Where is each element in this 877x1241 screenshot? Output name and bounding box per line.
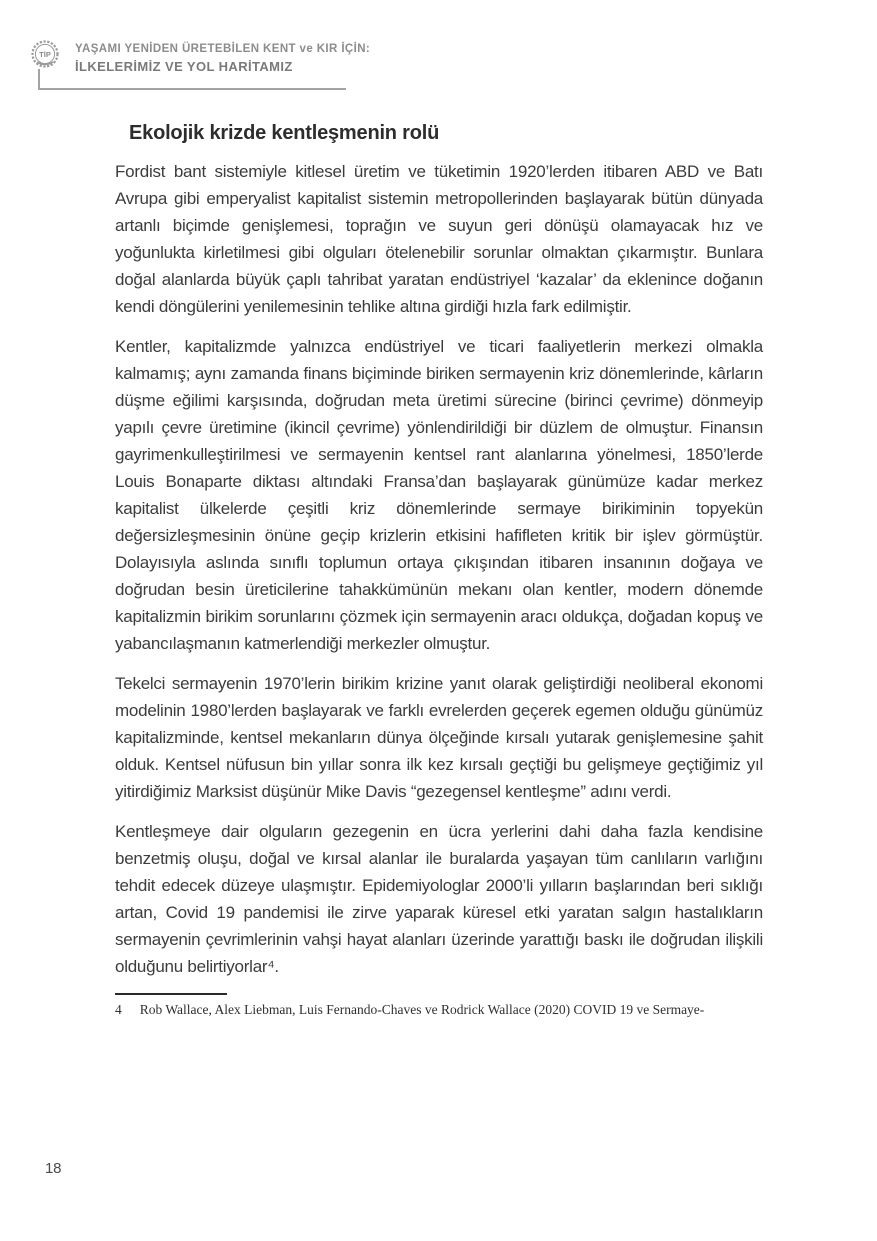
footnote-separator xyxy=(115,993,227,995)
page-body xyxy=(115,114,763,1019)
paragraph-1: Fordist bant sistemiyle kitlesel üretim ve tüketimin 1920’lerden itibaren ABD ve Batı Avrupa gibi emperyalist kapitalist sistemin metropollerinden başlayarak bütün dünyada artanlı biçimde genişlemesi, toprağın ve suyun geri dönüşü olamayacak hız ve yoğunlukta kirletilmesi gibi olguları ötelenebilir sorunlar olmaktan çıkarmıştır. Bunlara doğal alanlarda büyük çaplı tahribat yaratan endüstriyel ‘kazalar’ da eklenince doğanın kendi döngülerini yenilemesinin tehlike altına girdiği hızla fark edilmiştir. xyxy=(115,162,763,316)
paragraph-2: Kentler, kapitalizmde yalnızca endüstriyel ve ticari faaliyetlerin merkezi olmakla kalmamış; aynı zamanda finans biçiminde biriken sermayenin kriz dönemlerinde, kârların düşme eğilimi karşısında, doğrudan meta üretimi sürecine (birinci çevrime) dönmeyip yapılı çevre üretimine (ikincil çevrime) yönlendirildiği bir düzlem de olmuştur. Finansın gayrimenkulleştirilmesi ve sermayenin kentsel rant alanlarına yönelmesi, 1850’lerde Louis Bonaparte diktası altındaki Fransa’dan başlayarak günümüze kadar merkez kapitalist ülkelerde çeşitli kriz dönemlerinde sermaye birikiminin topyekün değersizleşmesinin önüne geçip krizlerin etkisini hafifleten kritik bir işlev görmüştür. Dolayısıyla aslında sınıflı toplumun ortaya çıkışından itibaren insanının doğaya ve doğrudan besin üreticilerine tahakkümünün mekanı olan kentler, modern dönemde kapitalizmin birikim sorunlarını çözmek için sermayenin aracı oldukça, doğadan kopuş ve yabancılaşmanın katmerlendiği merkezler olmuştur. xyxy=(115,337,763,653)
header-rule xyxy=(38,88,346,90)
tip-logo-text: TİP xyxy=(39,50,51,59)
header-title: İLKELERİMİZ VE YOL HARİTAMIZ xyxy=(75,59,293,74)
header-subtitle: YAŞAMI YENİDEN ÜRETEBİLEN KENT ve KIR İÇİN: xyxy=(75,43,371,55)
footnote-number: 4 xyxy=(115,1002,122,1017)
section-title: Ekolojik krizde kentleşmenin rolü xyxy=(129,122,440,144)
header-text-block xyxy=(75,43,370,74)
paragraph-4: Kentleşmeye dair olguların gezegenin en ücra yerlerini dahi daha fazla kendisine benzetmiş oluşu, doğal ve kırsal alanlar ile buralarda yaşayan tüm canlıların varlığını tehdit edecek düzeye ulaşmıştır. Epidemiyologlar 2000’li yılların başlarından beri sıklığı artan, Covid 19 pandemisi ile zirve yaparak küresel etki yaratan salgın hastalıkların sermayenin çevrimlerinin vahşi hayat alanları üzerinde yarattığı baskı ile doğrudan ilişkili olduğunu belirtiyorlar⁴. xyxy=(115,822,763,976)
footnote-text: Rob Wallace, Alex Liebman, Luis Fernando-Chaves ve Rodrick Wallace (2020) COVID 19 ve Sermaye- xyxy=(139,1002,705,1017)
page-number: 18 xyxy=(45,1160,62,1177)
header-connector-line xyxy=(38,69,40,89)
tip-party-emblem-icon xyxy=(30,40,60,70)
paragraph-3: Tekelci sermayenin 1970’lerin birikim krizine yanıt olarak geliştirdiği neoliberal ekonomi modelinin 1980’lerden başlayarak ve farklı evrelerden geçerek egemen olduğu günümüz kapitalizminde, kentsel mekanların dünya ölçeğinde kırsalı yutarak genişlemesine şahit olduk. Kentsel nüfusun bin yıllar sonra ilk kez kırsalı geçtiği bu gelişmeye geçtiğimiz yıl yitirdiğimiz Marksist düşünür Mike Davis “gezegensel kentleşme” adını verdi. xyxy=(115,674,763,801)
footnote xyxy=(115,1001,763,1019)
